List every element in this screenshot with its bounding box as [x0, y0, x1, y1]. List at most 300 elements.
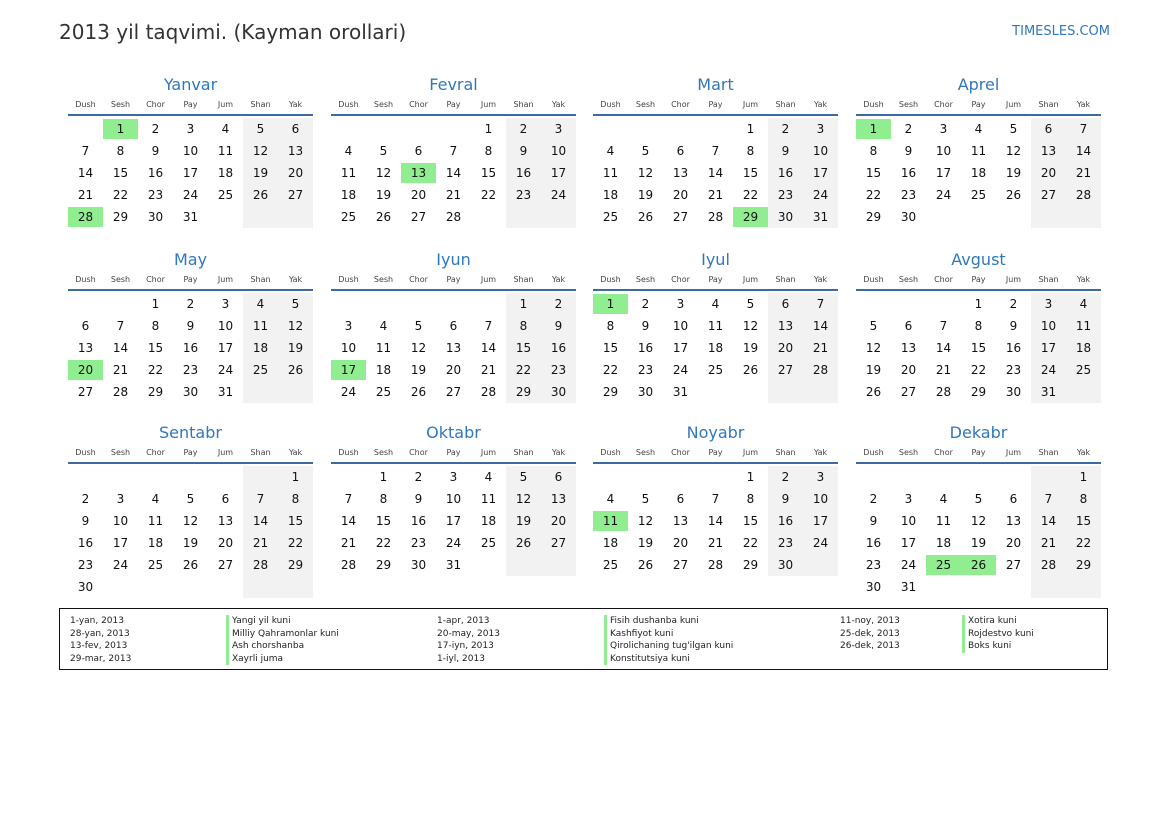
legend-names [968, 615, 1034, 653]
day-cell: 27 [217, 558, 234, 572]
day-cell: 24 [812, 188, 829, 202]
day-cell: 6 [781, 297, 790, 311]
day-cell: 10 [550, 144, 567, 158]
day-cell: 18 [970, 166, 987, 180]
day-cell: 20 [1040, 166, 1057, 180]
weekday-label: Dush [863, 100, 884, 109]
day-cell: 16 [182, 341, 199, 355]
weekday-label: Shan [513, 100, 534, 109]
legend-color-bar [226, 615, 229, 665]
day-cell: 18 [147, 536, 164, 550]
day-cell: 29 [602, 385, 619, 399]
day-cell: 18 [252, 341, 269, 355]
day-cell: 18 [602, 536, 619, 550]
day-cell: 24 [550, 188, 567, 202]
day-cell: 2 [781, 122, 790, 136]
day-cell: 30 [550, 385, 567, 399]
day-cell: 14 [707, 166, 724, 180]
day-cell: 6 [554, 470, 563, 484]
day-cell: 12 [375, 166, 392, 180]
day-grid [331, 118, 576, 250]
day-cell: 1 [1079, 470, 1088, 484]
day-cell: 11 [340, 166, 357, 180]
day-cell: 18 [480, 514, 497, 528]
day-grid [68, 466, 313, 598]
day-cell: 23 [637, 363, 654, 377]
weekday-label: Pay [971, 448, 986, 457]
day-cell: 10 [935, 144, 952, 158]
day-cell: 5 [256, 122, 265, 136]
day-cell: 19 [252, 166, 269, 180]
day-cell: 12 [1005, 144, 1022, 158]
day-cell: 30 [1005, 385, 1022, 399]
month-title: Yanvar [163, 75, 218, 94]
day-cell: 7 [484, 319, 493, 333]
weekday-header [593, 271, 838, 289]
day-cell: 27 [77, 385, 94, 399]
day-cell: 24 [445, 536, 462, 550]
legend-date: 1-apr, 2013 [437, 616, 490, 626]
day-cell: 20 [672, 536, 689, 550]
day-cell: 15 [1075, 514, 1092, 528]
weekday-label: Pay [971, 275, 986, 284]
day-cell: 7 [116, 319, 125, 333]
day-cell: 21 [1040, 536, 1057, 550]
day-cell: 20 [1005, 536, 1022, 550]
holiday-day-cell: 1 [103, 119, 138, 139]
day-cell: 30 [777, 558, 794, 572]
day-cell: 22 [515, 363, 532, 377]
weekday-label: Sesh [898, 448, 919, 457]
day-cell: 5 [746, 297, 755, 311]
weekday-label: Dush [338, 100, 359, 109]
day-cell: 17 [112, 536, 129, 550]
day-cell: 9 [1009, 319, 1018, 333]
weekday-label: Shan [775, 448, 796, 457]
day-cell: 29 [287, 558, 304, 572]
day-cell: 22 [480, 188, 497, 202]
weekday-header [856, 444, 1101, 462]
day-cell: 15 [287, 514, 304, 528]
weekday-label: Jum [1005, 275, 1022, 284]
holiday-day-cell: 29 [733, 207, 768, 227]
day-cell: 27 [777, 363, 794, 377]
day-cell: 29 [515, 385, 532, 399]
day-cell: 25 [147, 558, 164, 572]
day-cell: 9 [519, 144, 528, 158]
holiday-day-cell: 25 [926, 555, 961, 575]
weekday-label: Jum [217, 275, 234, 284]
weekday-label: Sesh [110, 275, 131, 284]
day-cell: 12 [252, 144, 269, 158]
day-cell: 23 [515, 188, 532, 202]
day-cell: 6 [81, 319, 90, 333]
legend-date: 1-yan, 2013 [70, 616, 124, 626]
month-title: Oktabr [426, 423, 481, 442]
day-cell: 1 [746, 470, 755, 484]
day-cell: 25 [1075, 363, 1092, 377]
weekday-label: Dush [338, 448, 359, 457]
weekday-label: Chor [146, 100, 165, 109]
weekday-label: Pay [446, 100, 461, 109]
weekday-label: Shan [513, 448, 534, 457]
day-cell: 20 [900, 363, 917, 377]
day-cell: 17 [182, 166, 199, 180]
day-cell: 24 [182, 188, 199, 202]
day-cell: 3 [816, 470, 825, 484]
weekday-label: Shan [513, 275, 534, 284]
day-cell: 21 [812, 341, 829, 355]
weekday-label: Yak [288, 448, 303, 457]
day-cell: 2 [1009, 297, 1018, 311]
day-cell: 7 [81, 144, 90, 158]
month-dekabr [856, 422, 1101, 598]
day-cell: 9 [186, 319, 195, 333]
day-cell: 27 [287, 188, 304, 202]
day-cell: 21 [707, 188, 724, 202]
weekday-label: Chor [671, 448, 690, 457]
header-rule [68, 114, 313, 116]
day-cell: 30 [77, 580, 94, 594]
legend-holiday-name: Konstitutsiya kuni [610, 653, 690, 664]
weekday-header [68, 271, 313, 289]
day-cell: 14 [1040, 514, 1057, 528]
weekday-label: Pay [446, 275, 461, 284]
header-rule [593, 114, 838, 116]
day-cell: 25 [707, 363, 724, 377]
weekday-label: Sesh [110, 100, 131, 109]
day-cell: 11 [602, 166, 619, 180]
day-cell: 19 [970, 536, 987, 550]
weekday-header [331, 96, 576, 114]
month-avgust [856, 249, 1101, 425]
day-grid [856, 293, 1101, 425]
day-grid [68, 293, 313, 425]
day-cell: 23 [1005, 363, 1022, 377]
day-cell: 16 [1005, 341, 1022, 355]
weekday-label: Chor [409, 100, 428, 109]
day-cell: 21 [1075, 166, 1092, 180]
legend-date: 29-mar, 2013 [70, 653, 132, 664]
day-cell: 15 [742, 514, 759, 528]
day-cell: 8 [291, 492, 300, 506]
day-cell: 19 [515, 514, 532, 528]
header-rule [856, 114, 1101, 116]
day-cell: 17 [217, 341, 234, 355]
day-cell: 3 [1044, 297, 1053, 311]
day-cell: 18 [340, 188, 357, 202]
holiday-day-cell: 11 [593, 511, 628, 531]
weekday-label: Pay [708, 275, 723, 284]
day-cell: 5 [1009, 122, 1018, 136]
header-rule [68, 289, 313, 291]
day-cell: 8 [974, 319, 983, 333]
day-cell: 21 [252, 536, 269, 550]
day-cell: 29 [742, 558, 759, 572]
weekday-label: Chor [409, 448, 428, 457]
day-cell: 5 [414, 319, 423, 333]
holiday-day-cell: 13 [401, 163, 436, 183]
day-cell: 31 [812, 210, 829, 224]
month-title: Sentabr [159, 423, 222, 442]
day-cell: 29 [375, 558, 392, 572]
weekday-label: Chor [146, 275, 165, 284]
weekday-label: Jum [480, 100, 497, 109]
day-cell: 22 [147, 363, 164, 377]
day-cell: 26 [410, 385, 427, 399]
day-cell: 9 [781, 144, 790, 158]
header-rule [593, 462, 838, 464]
day-cell: 30 [865, 580, 882, 594]
day-cell: 23 [777, 536, 794, 550]
weekday-label: Jum [742, 275, 759, 284]
day-cell: 31 [1040, 385, 1057, 399]
day-cell: 5 [519, 470, 528, 484]
legend-date: 17-iyn, 2013 [437, 641, 494, 651]
weekday-label: Chor [671, 100, 690, 109]
day-cell: 10 [112, 514, 129, 528]
day-cell: 25 [217, 188, 234, 202]
day-cell: 28 [1075, 188, 1092, 202]
day-cell: 26 [742, 363, 759, 377]
day-cell: 6 [904, 319, 913, 333]
weekday-label: Dush [863, 275, 884, 284]
day-cell: 3 [904, 492, 913, 506]
day-cell: 18 [602, 188, 619, 202]
day-cell: 26 [375, 210, 392, 224]
day-cell: 5 [641, 144, 650, 158]
day-cell: 11 [147, 514, 164, 528]
day-cell: 13 [77, 341, 94, 355]
day-cell: 31 [182, 210, 199, 224]
day-cell: 9 [151, 144, 160, 158]
day-cell: 14 [707, 514, 724, 528]
weekday-label: Yak [813, 100, 828, 109]
day-cell: 23 [182, 363, 199, 377]
day-cell: 3 [676, 297, 685, 311]
day-cell: 4 [379, 319, 388, 333]
weekday-label: Sesh [373, 275, 394, 284]
day-cell: 17 [445, 514, 462, 528]
day-cell: 23 [77, 558, 94, 572]
day-cell: 2 [904, 122, 913, 136]
weekday-label: Dush [75, 100, 96, 109]
day-cell: 9 [781, 492, 790, 506]
day-grid [856, 118, 1101, 250]
day-cell: 27 [410, 210, 427, 224]
day-cell: 3 [939, 122, 948, 136]
day-cell: 27 [1040, 188, 1057, 202]
day-cell: 7 [816, 297, 825, 311]
day-cell: 28 [1040, 558, 1057, 572]
day-cell: 11 [480, 492, 497, 506]
day-cell: 29 [970, 385, 987, 399]
day-cell: 24 [900, 558, 917, 572]
weekday-header [68, 96, 313, 114]
legend-dates [437, 615, 500, 665]
legend-dates [70, 615, 131, 665]
weekday-header [68, 444, 313, 462]
day-cell: 29 [147, 385, 164, 399]
day-grid [856, 466, 1101, 598]
day-cell: 3 [186, 122, 195, 136]
day-cell: 30 [777, 210, 794, 224]
day-cell: 12 [287, 319, 304, 333]
legend-date: 13-fev, 2013 [70, 641, 128, 651]
day-cell: 30 [900, 210, 917, 224]
month-title: Iyun [436, 250, 471, 269]
day-cell: 28 [707, 210, 724, 224]
day-cell: 1 [974, 297, 983, 311]
day-cell: 9 [554, 319, 563, 333]
day-cell: 29 [1075, 558, 1092, 572]
day-cell: 18 [1075, 341, 1092, 355]
day-cell: 23 [865, 558, 882, 572]
day-cell: 27 [445, 385, 462, 399]
day-cell: 30 [637, 385, 654, 399]
weekday-label: Jum [1005, 100, 1022, 109]
day-cell: 3 [554, 122, 563, 136]
day-cell: 7 [1079, 122, 1088, 136]
day-cell: 4 [221, 122, 230, 136]
month-title: Fevral [429, 75, 478, 94]
day-cell: 22 [1075, 536, 1092, 550]
day-cell: 9 [414, 492, 423, 506]
day-cell: 7 [711, 144, 720, 158]
holiday-day-cell: 28 [68, 207, 103, 227]
weekday-label: Pay [708, 100, 723, 109]
day-cell: 2 [641, 297, 650, 311]
weekday-label: Yak [551, 275, 566, 284]
day-cell: 4 [256, 297, 265, 311]
day-cell: 11 [935, 514, 952, 528]
weekday-label: Shan [775, 100, 796, 109]
day-cell: 12 [637, 166, 654, 180]
month-title: Aprel [957, 75, 1000, 94]
day-cell: 13 [217, 514, 234, 528]
day-cell: 5 [869, 319, 878, 333]
header-rule [331, 462, 576, 464]
day-cell: 14 [252, 514, 269, 528]
day-grid [593, 118, 838, 250]
day-cell: 16 [550, 341, 567, 355]
weekday-label: Sesh [373, 100, 394, 109]
day-cell: 17 [812, 166, 829, 180]
day-cell: 23 [550, 363, 567, 377]
day-cell: 26 [637, 210, 654, 224]
weekday-label: Pay [446, 448, 461, 457]
weekday-label: Shan [250, 448, 271, 457]
header-rule [593, 289, 838, 291]
day-cell: 16 [77, 536, 94, 550]
day-cell: 14 [480, 341, 497, 355]
month-yanvar [68, 74, 313, 250]
day-cell: 26 [182, 558, 199, 572]
day-cell: 18 [707, 341, 724, 355]
weekday-label: Pay [183, 448, 198, 457]
day-cell: 10 [812, 144, 829, 158]
legend-holiday-name: Milliy Qahramonlar kuni [232, 628, 339, 639]
weekday-label: Pay [971, 100, 986, 109]
day-cell: 6 [449, 319, 458, 333]
day-cell: 29 [865, 210, 882, 224]
day-cell: 21 [480, 363, 497, 377]
day-cell: 21 [77, 188, 94, 202]
day-cell: 16 [777, 166, 794, 180]
month-fevral [331, 74, 576, 250]
day-cell: 9 [869, 514, 878, 528]
weekday-label: Sesh [635, 100, 656, 109]
day-cell: 11 [375, 341, 392, 355]
day-cell: 4 [606, 144, 615, 158]
day-cell: 28 [812, 363, 829, 377]
day-cell: 28 [252, 558, 269, 572]
legend-names [232, 615, 339, 665]
day-cell: 28 [935, 385, 952, 399]
month-title: Dekabr [949, 423, 1008, 442]
header-rule [331, 289, 576, 291]
weekday-label: Yak [551, 448, 566, 457]
day-cell: 30 [147, 210, 164, 224]
weekday-label: Chor [671, 275, 690, 284]
day-cell: 8 [151, 319, 160, 333]
day-cell: 13 [550, 492, 567, 506]
weekday-label: Chor [934, 275, 953, 284]
holiday-day-cell: 17 [331, 360, 366, 380]
day-cell: 13 [287, 144, 304, 158]
day-cell: 30 [182, 385, 199, 399]
day-cell: 7 [711, 492, 720, 506]
day-cell: 7 [939, 319, 948, 333]
day-cell: 15 [147, 341, 164, 355]
weekday-label: Yak [1076, 275, 1091, 284]
day-cell: 1 [746, 122, 755, 136]
legend-holiday-name: Qirolichaning tug'ilgan kuni [610, 641, 734, 651]
day-cell: 19 [637, 536, 654, 550]
day-cell: 19 [1005, 166, 1022, 180]
day-cell: 9 [641, 319, 650, 333]
day-cell: 1 [484, 122, 493, 136]
day-cell: 2 [186, 297, 195, 311]
day-cell: 27 [1005, 558, 1022, 572]
day-cell: 31 [672, 385, 689, 399]
day-cell: 21 [445, 188, 462, 202]
day-cell: 14 [935, 341, 952, 355]
day-cell: 14 [112, 341, 129, 355]
day-cell: 12 [515, 492, 532, 506]
day-cell: 13 [445, 341, 462, 355]
day-cell: 20 [672, 188, 689, 202]
day-cell: 8 [1079, 492, 1088, 506]
day-cell: 15 [515, 341, 532, 355]
day-cell: 15 [742, 166, 759, 180]
weekday-label: Jum [217, 448, 234, 457]
day-cell: 2 [554, 297, 563, 311]
weekday-label: Pay [708, 448, 723, 457]
day-cell: 27 [900, 385, 917, 399]
day-cell: 21 [935, 363, 952, 377]
day-cell: 7 [1044, 492, 1053, 506]
day-cell: 1 [519, 297, 528, 311]
legend-holiday-name: Ash chorshanba [232, 641, 305, 651]
site-brand-link[interactable]: TIMESLES.COM [1012, 24, 1110, 39]
day-cell: 11 [1075, 319, 1092, 333]
day-cell: 10 [812, 492, 829, 506]
day-cell: 12 [970, 514, 987, 528]
day-cell: 2 [151, 122, 160, 136]
day-cell: 24 [217, 363, 234, 377]
weekday-label: Shan [1038, 275, 1059, 284]
